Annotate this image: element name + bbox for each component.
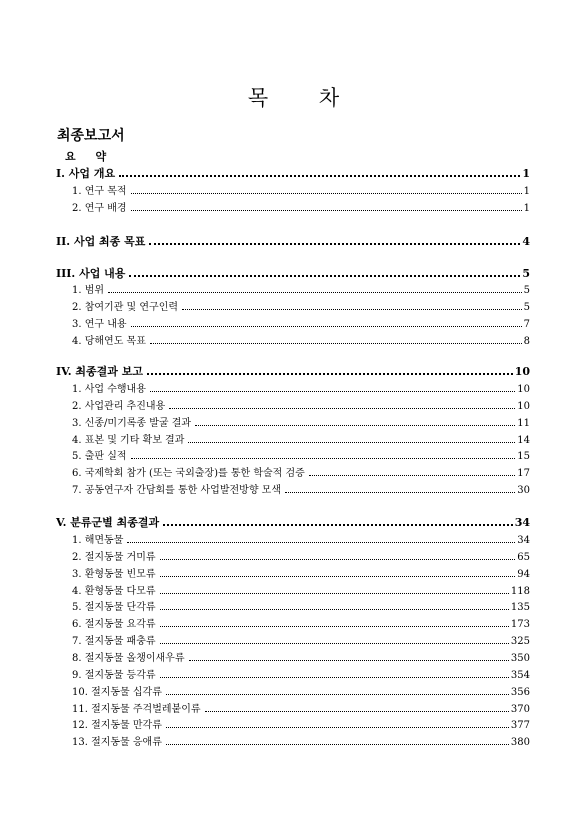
dot-leader [169,407,515,409]
toc-item-page-number: 118 [510,585,530,597]
dot-leader [160,625,509,627]
dot-leader [129,274,520,277]
toc-item-label: 1. 연구 목적 [72,186,127,197]
toc-item[interactable] [72,199,530,214]
toc-item-label: 3. 환형동물 빈모류 [72,568,156,580]
toc-item-page-number: 173 [510,619,530,631]
toc-item[interactable] [72,548,530,563]
toc-section-page-number: 5 [522,267,530,280]
toc-section[interactable] [56,363,530,379]
dot-leader [149,242,520,245]
dot-leader [160,558,516,560]
toc-item[interactable] [72,666,530,681]
dot-leader [309,474,515,476]
toc-item[interactable] [72,431,530,446]
toc-item[interactable] [72,397,530,412]
toc-item-label: 10. 절지동물 십각류 [72,686,162,698]
toc-item-page-number: 11 [517,417,530,429]
toc-section-page-number: 4 [522,235,530,248]
toc-section[interactable] [56,265,530,281]
dot-leader [166,726,509,728]
dot-leader [127,541,515,543]
toc-item-label: 7. 공동연구자 간담회를 통한 사업발전방향 모색 [72,485,281,497]
dot-leader [150,390,515,392]
toc-item-label: 8. 절지동물 올챙이새우류 [72,652,185,664]
toc-item[interactable] [72,683,530,698]
dot-leader [131,325,522,327]
toc-section-label: I. 사업 개요 [56,167,116,180]
toc-item-label: 1. 해면동물 [72,535,124,546]
dot-leader [182,308,522,310]
toc-item-page-number: 1 [523,186,530,197]
summary-entry: 요 약 [65,150,107,163]
toc-item-label: 9. 절지동물 등각류 [72,669,156,681]
toc-item[interactable] [72,481,530,496]
dot-leader [205,710,509,712]
toc-item[interactable] [72,565,530,580]
toc-item-label: 5. 출판 실적 [72,451,127,463]
toc-item[interactable] [72,582,530,597]
dot-leader [160,608,509,610]
dot-leader [166,693,509,695]
dot-leader [131,192,522,194]
toc-item-label: 4. 당해연도 목표 [72,335,146,347]
toc-item-page-number: 7 [523,318,530,330]
toc-item[interactable] [72,298,530,313]
toc-item-page-number: 380 [510,737,530,749]
toc-item[interactable] [72,649,530,664]
toc-item-page-number: 1 [523,202,530,214]
toc-item-page-number: 30 [517,485,530,497]
dot-leader [150,342,522,344]
toc-item-page-number: 370 [510,703,530,715]
dot-leader [166,743,509,745]
dot-leader [160,676,509,678]
toc-item[interactable] [72,315,530,330]
dot-leader [195,424,515,426]
toc-item-label: 6. 국제학회 참가 (또는 국외출장)를 통한 학술적 검증 [72,468,305,480]
toc-section-label: II. 사업 최종 목표 [56,235,146,248]
toc-item-page-number: 350 [510,652,530,664]
dot-leader [189,659,509,661]
toc-item[interactable] [72,281,530,296]
toc-section-label: V. 분류군별 최종결과 [56,516,160,529]
toc-item-page-number: 356 [510,686,530,698]
toc-item-page-number: 34 [517,535,530,546]
toc-item[interactable] [72,700,530,715]
toc-item[interactable] [72,414,530,429]
toc-item[interactable] [72,380,530,395]
toc-item[interactable] [72,332,530,347]
toc-item-page-number: 10 [517,400,530,412]
dot-leader [188,441,515,443]
toc-item-label: 2. 연구 배경 [72,202,127,214]
dot-leader [160,592,509,594]
toc-section[interactable] [56,165,530,181]
toc-item-page-number: 354 [510,669,530,681]
page-title: 목 차 [247,86,362,110]
toc-item-page-number: 65 [517,551,530,563]
toc-item-page-number: 5 [523,285,530,296]
toc-item-page-number: 5 [523,301,530,313]
toc-item-label: 2. 참여기관 및 연구인력 [72,301,179,313]
dot-leader [147,372,513,375]
toc-item-label: 1. 범위 [72,285,105,296]
toc-item-page-number: 15 [517,451,530,463]
toc-item-label: 3. 신종/미기록종 발굴 결과 [72,417,192,429]
toc-item-page-number: 94 [517,568,530,580]
toc-section[interactable] [56,233,530,249]
toc-item[interactable] [72,716,530,731]
toc-item-label: 3. 연구 내용 [72,318,127,330]
toc-item[interactable] [72,531,530,546]
dot-leader [163,523,513,526]
toc-item-label: 6. 절지동물 요각류 [72,619,156,631]
dot-leader [131,457,516,459]
toc-item[interactable] [72,182,530,197]
toc-item-label: 2. 절지동물 거미류 [72,551,156,563]
dot-leader [285,491,515,493]
toc-item[interactable] [72,598,530,613]
toc-section-label: IV. 최종결과 보고 [56,365,144,378]
toc-item-label: 5. 절지동물 단각류 [72,602,156,614]
toc-section-page-number: 34 [514,516,530,529]
toc-item-label: 1. 사업 수행내용 [72,384,146,395]
toc-item-page-number: 8 [523,335,530,347]
toc-item[interactable] [72,733,530,748]
toc-item-label: 4. 환형동물 다모류 [72,585,156,597]
toc-item-label: 13. 절지동물 응애류 [72,737,162,749]
toc-section[interactable] [56,514,530,530]
dot-leader [108,291,522,293]
toc-item[interactable] [72,464,530,479]
toc-item-label: 12. 절지동물 만각류 [72,720,162,732]
toc-item-label: 2. 사업관리 추진내용 [72,400,166,412]
toc-item-page-number: 135 [510,602,530,614]
toc-item[interactable] [72,447,530,462]
report-heading: 최종보고서 [57,128,125,144]
toc-item[interactable] [72,615,530,630]
toc-item-label: 11. 절지동물 주걱벌레붙이류 [72,703,201,715]
toc-item-page-number: 377 [510,720,530,732]
dot-leader [119,174,520,177]
toc-section-page-number: 10 [514,365,530,378]
toc-item[interactable] [72,632,530,647]
toc-item-page-number: 17 [517,468,530,480]
toc-section-page-number: 1 [522,167,530,180]
toc-item-label: 7. 절지동물 패충류 [72,636,156,648]
dot-leader [160,642,509,644]
toc-item-page-number: 14 [517,434,530,446]
dot-leader [131,209,522,211]
toc-item-label: 4. 표본 및 기타 확보 결과 [72,434,185,446]
toc-item-page-number: 325 [510,636,530,648]
dot-leader [160,575,516,577]
toc-section-label: III. 사업 내용 [56,267,126,280]
toc-item-page-number: 10 [517,384,530,395]
